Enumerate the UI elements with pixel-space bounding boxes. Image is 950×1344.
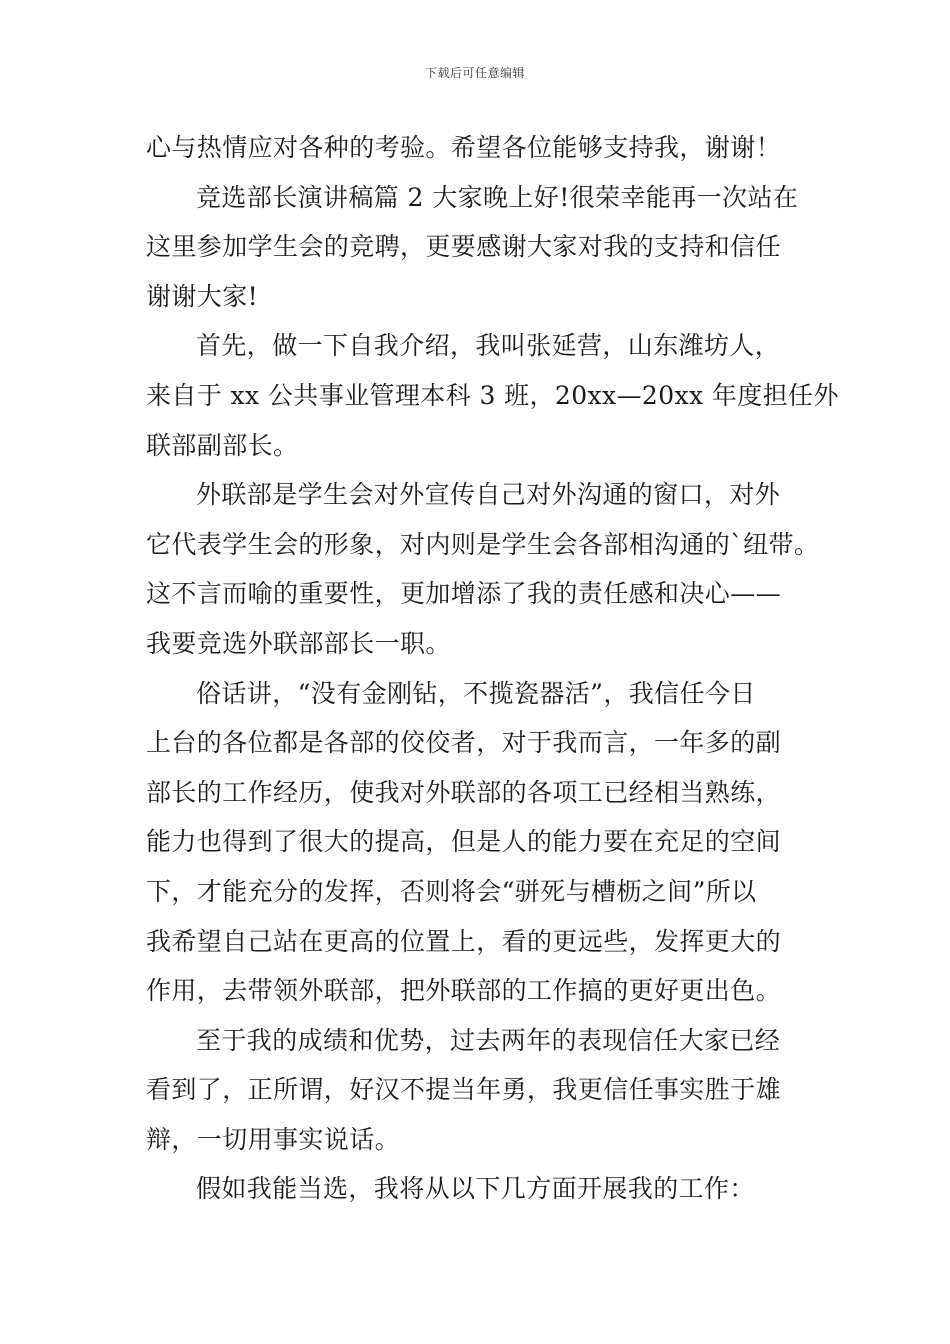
- page-header: 下载后可任意编辑: [424, 66, 525, 80]
- text-line: 作用，去带领外联部，把外联部的工作搞的更好更出色。: [146, 976, 782, 1006]
- text-line: 能力也得到了很大的提高，但是人的能力要在充足的空间: [146, 827, 782, 857]
- text-line: 假如我能当选，我将从以下几方面开展我的工作：: [196, 1174, 755, 1204]
- text-line: 这不言而喻的重要性，更加增添了我的责任感和决心——: [146, 579, 782, 609]
- text-line: 看到了，正所谓，好汉不提当年勇，我更信任事实胜于雄: [146, 1075, 782, 1105]
- text-line: 我希望自己站在更高的位置上，看的更远些，发挥更大的: [146, 926, 782, 956]
- document-body: [146, 123, 839, 1214]
- text-line: 我要竞选外联部部长一职。: [146, 628, 451, 658]
- text-line: 下，才能充分的发挥，否则将会“骈死与槽枥之间”所以: [146, 876, 757, 906]
- text-line: 联部副部长。: [146, 430, 299, 460]
- text-line: 谢谢大家!: [146, 281, 259, 311]
- text-line: 俗话讲，“没有金刚钻，不揽瓷器活”，我信任今日: [196, 678, 756, 708]
- text-line: 外联部是学生会对外宣传自己对外沟通的窗口，对外: [196, 480, 781, 510]
- text-line: 心与热情应对各种的考验。希望各位能够支持我，谢谢！: [146, 133, 782, 162]
- text-line: 辩，一切用事实说话。: [146, 1124, 401, 1154]
- text-line: 它代表学生会的形象，对内则是学生会各部相沟通的`纽带。: [146, 529, 820, 559]
- text-line: 这里参加学生会的竞聘，更要感谢大家对我的支持和信任: [146, 232, 782, 262]
- text-line: 至于我的成绩和优势，过去两年的表现信任大家已经: [196, 1025, 781, 1055]
- text-line: 首先，做一下自我介绍，我叫张延营，山东潍坊人，: [196, 331, 781, 361]
- text-line: 竞选部长演讲稿篇 2 大家晚上好!很荣幸能再一次站在: [196, 182, 799, 212]
- text-line: 上台的各位都是各部的佼佼者，对于我而言，一年多的副: [146, 728, 782, 758]
- text-line: 部长的工作经历，使我对外联部的各项工已经相当熟练，: [146, 777, 782, 807]
- text-line: 来自于 xx 公共事业管理本科 3 班，20xx—20xx 年度担任外: [146, 380, 839, 410]
